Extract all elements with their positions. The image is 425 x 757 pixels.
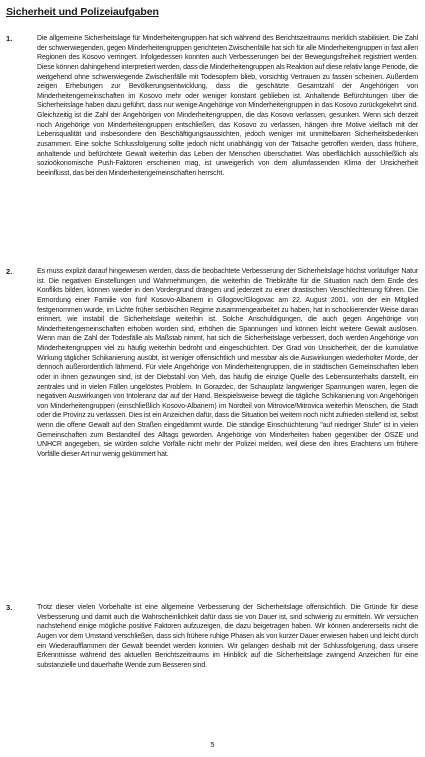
paragraph-number: 2.	[6, 267, 13, 276]
numbered-paragraph	[6, 267, 418, 460]
paragraph-number: 3.	[6, 603, 13, 612]
paragraph-text: Die allgemeine Sicherheitslage für Minderheitengruppen hat sich während des Berichtszeitraums merklich stabilisiert. Die Zahl der schwerwiegenden, gegen Minderheitengruppen gerichteten Zwischenfälle hat sich für alle Minderheitengruppen in fast allen Regionen des Kosovo verringert. Infolgedessen konnten auch Verbesserungen bei der Bewegungsfreiheit registriert werden. Diese können dahingehend interpretiert werden, dass die Minderheitengruppen als Reaktion auf diese relativ lange Periode, die weitgehend ohne schwerwiegende Zwischenfälle mit Todesopfern blieb, vorsichtig Vertrauen zu fassen scheinen. Außerdem zeigen Erhebungen zur Bevölkerungsentwicklung, dass die geschätzte Gesamtzahl der Angehörigen von Minderheitengemeinschaften im Kosovo mehr oder weniger konstant geblieben ist. Anhaltende Befürchtungen über die Sicherheitslage haben dazu geführt, dass nur wenige Angehörige von Minderheitengruppen in das Kosovo zurückgekehrt sind. Gleichzeitig ist die Zahl der Angehörigen von Minderheitengruppen, die das Kosovo verlassen, gesunken. Wenn sich derzeit noch Angehörige von Minderheitengruppen entschließen, das Kosovo zu verlassen, hängen ihre Motive vielfach mit der Lebensqualität und insbesondere den Beschäftigungsaussichten, jedoch weniger mit unmittelbaren Sicherheitsbedenken zusammen. Eine solche Schlussfolgerung sollte jedoch nicht unabhängig von der Tatsache getroffen werden, dass frühere, anhaltende und befürchtete Gewalt weiterhin das Leben der Menschen überschattet. Was oberflächlich ausschließlich als sozioökonomische Push-Faktoren erscheinen mag, ist unweigerlich von dem allumfassenden Klima der Unsicherheit beeinflusst, das bei den Minderheitengemeinschaften herrscht.	[37, 35, 418, 177]
paragraph-number: 1.	[6, 34, 13, 43]
numbered-paragraph	[6, 603, 418, 670]
paragraph-text: Trotz dieser vielen Vorbehalte ist eine allgemeine Verbesserung der Sicherheitslage offensichtlich. Die Gründe für diese Verbesserung und damit auch die Wahrscheinlichkeit dafür dass sie von Dauer ist, sind schwierig zu ermitteln. Wir versuchen nachstehend einige mögliche positive Faktoren aufzuzeigen, die dazu beigetragen haben. Wir können andererseits nicht die Augen vor dem Umstand verschließen, dass sich frühere ruhige Phasen als von kurzer Dauer erwiesen haben und leicht durch ein Wiederaufflammen der Gewalt beendet werden konnten. Wir gelangen deshalb mit der Schlussfolgerung, dass unsere Erkenntnisse während des aktuellen Berichtszeitraums im Hinblick auf die Sicherheitslage zwingend Anzeichen für eine substanzielle und dauerhafte Wende zum Besseren sind.	[37, 604, 418, 669]
section-title: Sicherheit und Polizeiaufgaben	[6, 6, 159, 18]
page-number: 5	[210, 740, 215, 749]
numbered-paragraph	[6, 34, 418, 178]
paragraph-text: Es muss explizit darauf hingewiesen werden, dass die beobachtete Verbesserung der Sicherheitslage höchst vorläufiger Natur ist. Die negativen Einstellungen und Wahrnehmungen, die weiterhin die Triebkräfte für die Situation nach dem Ende des Konflikts bilden, können wieder in den Vordergrund drängen und jederzeit zu einer drastischen Verschlechterung führen. Die Ermordung einer Familie von fünf Kosovo-Albanern in Gllogovc/Glogovac am 22. August 2001, von der ein Mitglied festgenommen wurde, im Lichte früher serbischen Regime zusammengearbeitet zu haben, hat in schockierender Weise daran erinnert, wie instabil die Sicherheitslage weiterhin ist. Solche Anschuldigungen, die auch gegen Angehörige von Minderheitengemeinschaften erhoben worden sind, erhöhen die Spannungen und können leicht weitere Gewalt auslösen. Wenn man die Zahl der Todesfälle als Maßstab nimmt, hat sich die Sicherheitslage verbessert, doch werden Angehörige von Minderheitengruppen viel zu häufig weiterhin bedroht und eingeschüchtert. Der Grad von Unsicherheit, der die kumulative Wirkung täglicher Schikanierung ausübt, ist weniger offensichtlich und messbar als die Auswirkungen wiederholter Morde, der dennoch außerordentlich lähmend. Für viele Angehörige von Minderheitengruppen, die in städtischen Gemeinschaften leben oder in ihnen gezwungen sind, ist der Diebstahl von Vieh, das häufig die einzige Quelle des Lebensunterhalts darstellt, ein zentrales und in vielen Fällen ungelöstes Problem. In Gorazdec, der Schauplatz langwieriger Spannungen waren, legen die negativen Auswirkungen von Intoleranz dar auf der Hand. Beispielsweise bewegt die tägliche Schikanierung von Angehörigen von Minderheitengruppen (einschließlich Kosovo-Albanern) im Nordteil von Mitrovice/Mitrovica weiterhin Menschen, die Stadt oder die Provinz zu verlassen. Dies ist ein Anzeichen dafür, dass die Situation bei weitem noch nicht zufrieden stellend ist, selbst wenn die offene Gewalt auf den Straßen eingedämmt wurde. Die ständige Einschüchterung "auf niedriger Stufe" ist in vielen Gemeinschaften zum Bestandteil des Alltags geworden. Angehörige von Minderheiten haben gegenüber der OSZE und UNHCR angegeben, sie würden solche Vorfälle nicht mehr der Polizei melden, weil diese den ihres Erachtens um frühere Vorfälle dieser Art nur wenig gekümmert hat.	[37, 268, 418, 458]
